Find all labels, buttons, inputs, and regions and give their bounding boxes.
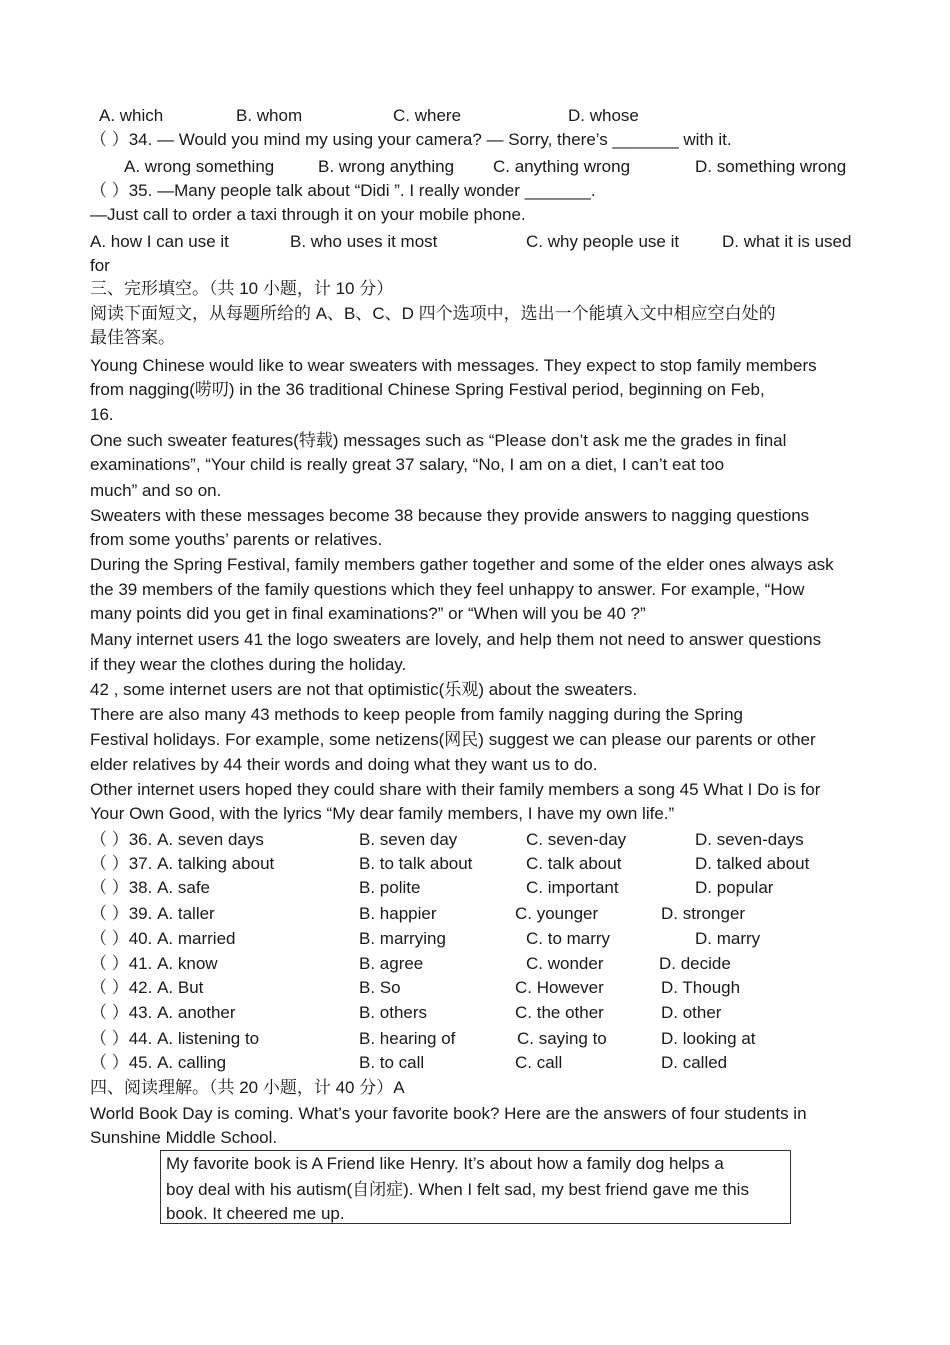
q33-option-d: D. whose (568, 106, 639, 125)
passage-line: There are also many 43 methods to keep people from family nagging during the Spring (90, 705, 743, 724)
q34-option-d: D. something wrong (695, 157, 847, 176)
q33-option-a: A. which (99, 106, 164, 125)
passage-line: Other internet users hoped they could share with their family members a song 45 What I Do is for (90, 780, 821, 799)
choice-b: B. hearing of (359, 1029, 456, 1048)
choice-b: B. to call (359, 1053, 425, 1072)
choice-b: B. to talk about (359, 854, 473, 873)
answer-box-line: book. It cheered me up. (166, 1204, 345, 1223)
q33-option-c: C. where (393, 106, 462, 125)
passage-line: 42 , some internet users are not that optimistic(乐观) about the sweaters. (90, 680, 638, 699)
q35-reply: —Just call to order a taxi through it on your mobile phone. (90, 205, 526, 224)
choice-d: D. talked about (695, 854, 810, 873)
q35-option-b: B. who uses it most (290, 232, 438, 251)
choice-b: B. marrying (359, 929, 446, 948)
choice-number-a: （ ）42. A. But (90, 978, 204, 997)
choice-d: D. seven-days (695, 830, 804, 849)
choice-number-a: （ ）45. A. calling (90, 1053, 227, 1072)
choice-b: B. So (359, 978, 401, 997)
choice-c: C. seven-day (526, 830, 627, 849)
choice-b: B. polite (359, 878, 421, 897)
q34-option-a: A. wrong something (124, 157, 275, 176)
passage-line: Festival holidays. For example, some netizens(网民) suggest we can please our parents or other (90, 730, 816, 749)
q34-stem: （ ）34. — Would you mind my using your camera? — Sorry, there’s _______ with it. (90, 130, 732, 149)
choice-b: B. seven day (359, 830, 458, 849)
passage-line: Many internet users 41 the logo sweaters are lovely, and help them not need to answer questions (90, 630, 822, 649)
choice-number-a: （ ）44. A. listening to (90, 1029, 260, 1048)
answer-box-line: My favorite book is A Friend like Henry. It’s about how a family dog helps a (166, 1154, 724, 1173)
passage-line: from nagging(唠叨) in the 36 traditional Chinese Spring Festival period, beginning on Feb, (90, 380, 765, 399)
q35-option-d-tail: for (90, 256, 110, 275)
choice-c: C. talk about (526, 854, 622, 873)
section3-title: 三、完形填空。（共 10 小题，计 10 分） (90, 279, 394, 298)
choice-b: B. agree (359, 954, 424, 973)
choice-c: C. important (526, 878, 619, 897)
choice-d: D. marry (695, 929, 761, 948)
passage-line: Your Own Good, with the lyrics “My dear family members, I have my own life.” (90, 804, 675, 823)
choice-c: C. However (515, 978, 604, 997)
passage-line: the 39 members of the family questions which they feel unhappy to answer. For example, “How (90, 580, 805, 599)
passage-line: elder relatives by 44 their words and doing what they want us to do. (90, 755, 598, 774)
section4-intro-cont: Sunshine Middle School. (90, 1128, 278, 1147)
passage-line: many points did you get in final examinations?” or “When will you be 40 ?” (90, 604, 646, 623)
section4-title: 四、阅读理解。（共 20 小题，计 40 分）A (90, 1078, 405, 1097)
passage-line: Young Chinese would like to wear sweaters with messages. They expect to stop family members (90, 356, 817, 375)
choice-number-a: （ ）43. A. another (90, 1003, 236, 1022)
choice-c: C. the other (515, 1003, 604, 1022)
choice-c: C. call (515, 1053, 563, 1072)
q35-option-a: A. how I can use it (90, 232, 229, 251)
passage-line: 16. (90, 405, 114, 424)
choice-number-a: （ ）41. A. know (90, 954, 218, 973)
choice-c: C. younger (515, 904, 599, 923)
passage-line: if they wear the clothes during the holiday. (90, 655, 407, 674)
choice-number-a: （ ）39. A. taller (90, 904, 215, 923)
passage-line: examinations”, “Your child is really great 37 salary, “No, I am on a diet, I can’t eat too (90, 455, 725, 474)
choice-b: B. happier (359, 904, 437, 923)
choice-b: B. others (359, 1003, 428, 1022)
q34-option-c: C. anything wrong (493, 157, 631, 176)
passage-line: One such sweater features(特载) messages such as “Please don’t ask me the grades in final (90, 431, 787, 450)
choice-d: D. stronger (661, 904, 746, 923)
choice-number-a: （ ）37. A. talking about (90, 854, 275, 873)
section4-intro: World Book Day is coming. What’s your favorite book? Here are the answers of four students in (90, 1104, 807, 1123)
choice-d: D. popular (695, 878, 774, 897)
choice-d: D. called (661, 1053, 728, 1072)
choice-d: D. decide (659, 954, 731, 973)
q35-option-d: D. what it is used (722, 232, 852, 251)
answer-box-line: boy deal with his autism(自闭症). When I felt sad, my best friend gave me this (166, 1180, 749, 1199)
choice-d: D. looking at (661, 1029, 756, 1048)
choice-number-a: （ ）40. A. married (90, 929, 236, 948)
choice-d: D. Though (661, 978, 741, 997)
passage-line: During the Spring Festival, family members gather together and some of the elder ones always ask (90, 555, 834, 574)
choice-number-a: （ ）36. A. seven days (90, 830, 264, 849)
choice-c: C. wonder (526, 954, 604, 973)
passage-line: much” and so on. (90, 481, 222, 500)
section3-instruction: 阅读下面短文，从每题所给的 A、B、C、D 四个选项中，选出一个能填入文中相应空白处的 (90, 304, 776, 323)
passage-line: Sweaters with these messages become 38 because they provide answers to nagging questions (90, 506, 810, 525)
q34-option-b: B. wrong anything (318, 157, 455, 176)
q35-option-c: C. why people use it (526, 232, 680, 251)
choice-c: C. to marry (526, 929, 611, 948)
choice-d: D. other (661, 1003, 722, 1022)
choice-c: C. saying to (517, 1029, 607, 1048)
section3-instruction-cont: 最佳答案。 (90, 328, 175, 347)
q35-stem: （ ）35. —Many people talk about “Didi ”. I really wonder _______. (90, 181, 596, 200)
q33-option-b: B. whom (236, 106, 303, 125)
passage-line: from some youths’ parents or relatives. (90, 530, 383, 549)
choice-number-a: （ ）38. A. safe (90, 878, 210, 897)
